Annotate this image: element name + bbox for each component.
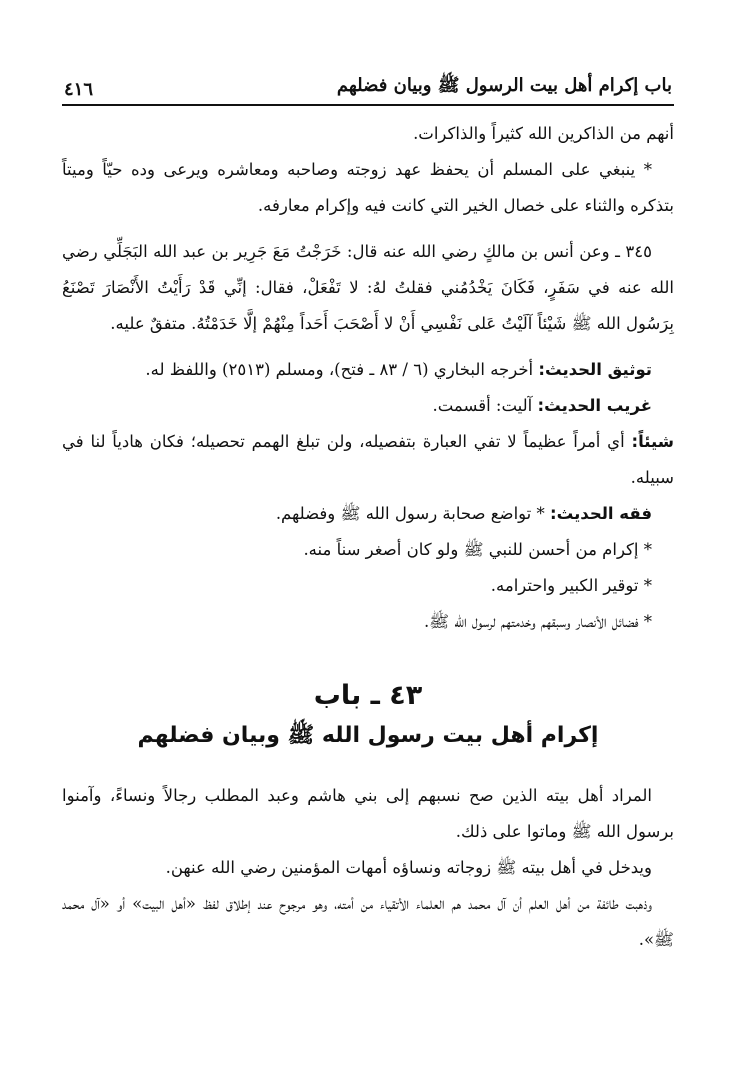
fiqh-item-3: * توقير الكبير واحترامه. <box>490 576 652 595</box>
chapter-title: إكرام أهل بيت رسول الله ﷺ وبيان فضلهم <box>137 723 599 748</box>
gharib-label: غريب الحديث: <box>537 396 652 415</box>
spacer <box>62 342 674 352</box>
fiqh-line <box>62 496 674 532</box>
page-number: ٤١٦ <box>64 79 94 100</box>
tawthiq-text: أخرجه البخاري (٦ / ٨٣ ـ فتح)، ومسلم (٢٥١٣) واللفظ له. <box>145 360 534 379</box>
benefit-paragraph: * ينبغي على المسلم أن يحفظ عهد زوجته وصاحبه ومعاشره ويرعى وده حيّاً وميتاً بتذكره والثناء على خصال الخير التي كانت فيه وإكرام معارفه. <box>62 160 674 215</box>
gharib-text: آليت: أقسمت. <box>432 396 533 415</box>
fiqh-item-2: * إكرام من أحسن للنبي ﷺ ولو كان أصغر سناً منه. <box>303 540 652 559</box>
shayan-label: شيئاً: <box>631 432 674 451</box>
chapter-number: ٤٣ ـ باب <box>313 680 423 711</box>
hadith-text: ٣٤٥ ـ وعن أنس بن مالكٍ رضي الله عنه قال: خَرَجْتُ مَعَ جَرِير بن عبد الله البَجَلِّي رضي الله عنه في سَفَرٍ، فَكَانَ يَخْدُمُني فقلتُ لهُ: لا تَفْعَلْ، فقال: إنِّي قَدْ رَأَيْتُ الأَنْصَارَ تَصْنَعُ بِرَسُول الله ﷺ شَيْئاً آلَيْتُ عَلى نَفْسِي أَنْ لا أَصْحَبَ أَحَداً مِنْهُمْ إلَّا خَدَمْتُهُ. متفقٌ عليه. <box>62 242 674 333</box>
shayan-text: أي أمراً عظيماً لا تفي العبارة بتفصيله، ولن تبلغ الهمم تحصيله؛ فكان هادياً لنا في سبيله. <box>62 432 674 487</box>
book-page <box>62 62 674 958</box>
running-header <box>62 62 674 106</box>
page-content <box>62 116 674 958</box>
gharib-line <box>62 388 674 424</box>
chapter-paragraph-3: وذهبت طائفة من أهل العلم أن آل محمد هم العلماء الأتقياء من أمته، وهو مرجوح عند إطلاق لفظ «أهل البيت» أو «آل محمد ﷺ». <box>62 894 674 949</box>
intro-paragraph: أنهم من الذاكرين الله كثيراً والذاكرات. <box>413 124 674 143</box>
shayan-line <box>62 424 674 496</box>
fiqh-item-4: * فضائل الأنصار وسبقهم وخدمتهم لرسول الله ﷺ. <box>423 612 652 631</box>
tawthiq-label: توثيق الحديث: <box>538 360 652 379</box>
header-title: باب إكرام أهل بيت الرسول ﷺ وبيان فضلهم <box>336 75 672 96</box>
spacer <box>62 224 674 234</box>
fiqh-label: فقه الحديث: <box>550 504 652 523</box>
chapter-paragraph-1: المراد أهل بيته الذين صح نسبهم إلى بني هاشم وعبد المطلب رجالاً ونساءً، وآمنوا برسول الله ﷺ وماتوا على ذلك. <box>62 786 674 841</box>
fiqh-item-1: * تواضع صحابة رسول الله ﷺ وفضلهم. <box>275 504 545 523</box>
tawthiq-line <box>62 352 674 388</box>
chapter-paragraph-2: ويدخل في أهل بيته ﷺ زوجاته ونساؤه أمهات المؤمنين رضي الله عنهن. <box>165 858 652 877</box>
